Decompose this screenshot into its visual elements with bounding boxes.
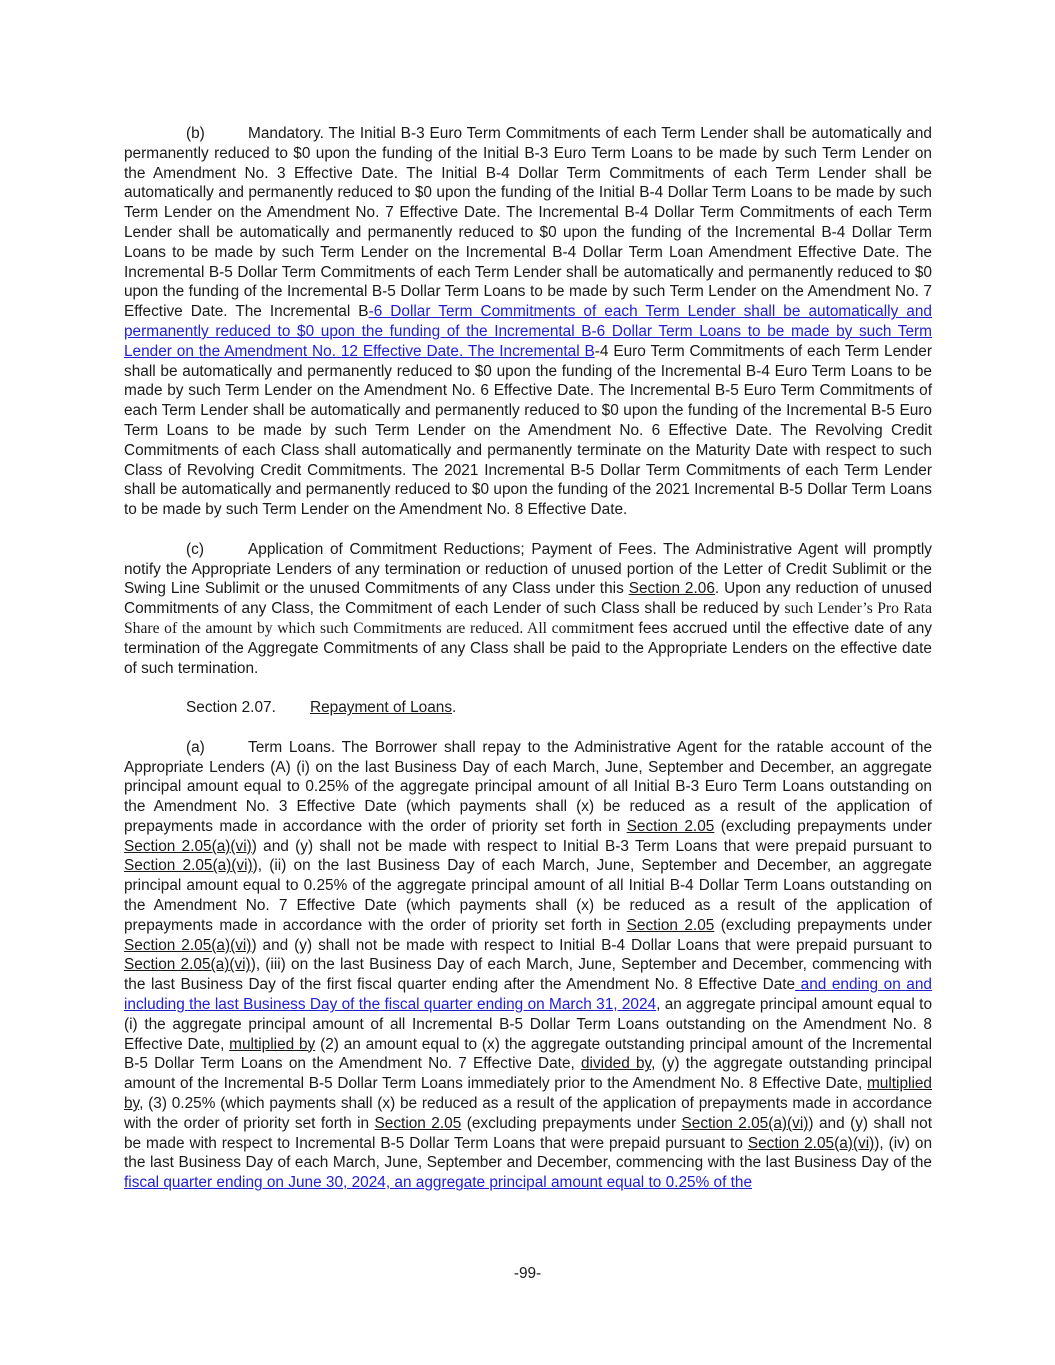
paragraph-b — [124, 124, 932, 520]
text-run: ), (ii) on the last Business Day of each March, June, September and December, an aggregate principal amount equal to 0.25% of the aggregate principal amount of all Initial B-4 Dollar Term Loans outstanding on the Amendment No. 7 Effective Date (which payments shall (x) be reduced as a result of the application of prepayments made in accordance with the order of priority set forth in — [124, 857, 932, 934]
section-reference: Section 2.05(a)(vi) — [124, 936, 252, 954]
text-run: -4 Euro Term Commitments of each Term Lender shall be automatically and permanently reduced to $0 upon the funding of the Incremental B-4 Euro Term Loans to be made by such Term Lender on the Amendment No. 6 Effective Date. The Incremental B-5 Euro Term Commitments of each Term Lender shall be automatically and permanently reduced to $0 upon the funding of the Incremental B-5 Euro Term Loans to be made by such Term Lender on the Amendment No. 6 Effective Date. The Revolving Credit Commitments of each Class shall automatically and permanently terminate on the Maturity Date with respect to such Class of Revolving Credit Commitments. The 2021 Incremental B-5 Dollar Term Commitments of each Term Lender shall be automatically and permanently reduced to $0 upon the funding of the 2021 Incremental B-5 Dollar Term Loans to be made by such Term Lender on the Amendment No. 8 Effective Date. — [124, 342, 932, 519]
text-run: ), (iii) on the last Business Day of each March, June, September and December, commencing with the last Business Day of the first fiscal quarter ending after the Amendment No. 8 Effective Date — [124, 956, 932, 994]
clause-title-mandatory: Mandatory. — [248, 125, 324, 142]
underlined-term: multiplied by — [229, 1035, 316, 1053]
text-run: (excluding prepayments under — [714, 817, 932, 835]
underlined-term: divided by — [581, 1055, 652, 1073]
text-run: , (3) 0.25% (which payments shall (x) be reduced as a result of the application of prepayments made in accordance with the order of priority set forth in — [124, 1095, 932, 1132]
text-run: . — [452, 699, 457, 717]
section-heading — [124, 698, 932, 718]
inserted-text: -6 Dollar Term Commitments of each Term Lender shall be automatically and permanently reduced to $0 upon the funding of the Incremental B-6 Dollar Term Loans to be made by such Term Lender on the Amendment No. 12 Effective Date. The Incremental B — [124, 303, 932, 360]
section-reference: Section 2.06 — [628, 580, 715, 598]
clause-label-a: (a) — [186, 738, 205, 756]
page-number: -99- — [513, 1265, 542, 1282]
text-run: The Borrower shall repay to the Administrative Agent for the ratable account of the Appropriate Lenders (A) (i) on the last Business Day of each March, June, September and December, an aggregate principal amount equal to 0.25% of the aggregate principal amount of all Initial B-3 Euro Term Loans outstanding on the Amendment No. 3 Effective Date (which payments shall (x) be reduced as a result of the application of prepayments made in accordance with the order of priority set forth in — [124, 738, 932, 835]
text-run: (excluding prepayments under — [714, 916, 932, 934]
text-run: ) and (y) shall not be made with respect to Initial B-3 Term Loans that were prepaid pursuant to — [251, 837, 932, 855]
document-page — [124, 124, 932, 1193]
clause-label-c: (c) — [186, 540, 204, 558]
section-reference: Section 2.05(a)(vi) — [681, 1114, 809, 1132]
text-run: such Lender’s Pro Rata Share of the amount by which such Commitments are reduced. All commit — [124, 600, 932, 637]
inserted-text: fiscal quarter ending on June 30, 2024, an aggregate principal amount equal to 0.25% of the — [124, 1174, 753, 1192]
section-reference: Section 2.05 — [626, 817, 715, 835]
section-reference: Section 2.05(a)(vi) — [124, 956, 251, 974]
text-run: , (y) the aggregate outstanding principal amount of the Incremental B-5 Dollar Term Loans immediately prior to the Amendment No. 8 Effective Date, — [124, 1055, 932, 1093]
section-reference: Section 2.05 — [626, 916, 715, 934]
section-reference: Section 2.05(a)(vi) — [747, 1134, 875, 1152]
text-run: ) and (y) shall not be made with respect to Incremental B-5 Dollar Term Loans that were prepaid pursuant to — [124, 1114, 932, 1152]
inserted-text: and ending on and including the last Business Day of the fiscal quarter ending on March 31, 2024 — [124, 976, 932, 1014]
text-run: ) and (y) shall not be made with respect to Initial B-4 Dollar Loans that were prepaid pursuant to — [251, 936, 932, 954]
clause-title-term-loans: Term Loans. — [248, 738, 336, 756]
text-run: , an aggregate principal amount equal to (i) the aggregate principal amount of all Incremental B-5 Dollar Term Loans outstanding on the Amendment No. 8 Effective Date, — [124, 996, 932, 1053]
section-reference: Section 2.05 — [374, 1114, 462, 1132]
section-reference: Section 2.05(a)(vi) — [124, 837, 252, 855]
section-number: Section 2.07. — [186, 699, 276, 717]
section-reference: Section 2.05(a)(vi) — [124, 857, 253, 875]
underlined-term: multiplied by — [124, 1075, 932, 1113]
paragraph-c — [124, 540, 932, 679]
text-run: (excluding prepayments under — [461, 1114, 682, 1132]
clause-title-application: Application of Commitment Reductions; Payment of Fees. — [248, 540, 657, 558]
text-run: ), (iv) on the last Business Day of each March, June, September and December, commencing with the last Business Day of the — [124, 1134, 933, 1172]
section-title: Repayment of Loans — [310, 699, 453, 717]
text-run: The Administrative Agent will promptly notify the Appropriate Lenders of any termination or reduction of unused portion of the Letter of Credit Sublimit or the Swing Line Sublimit or the unused Commitments of any Class under this — [124, 540, 932, 598]
text-run: (2) an amount equal to (x) the aggregate outstanding principal amount of the Incremental B-5 Dollar Term Loans on the Amendment No. 7 Effective Date, — [124, 1035, 932, 1073]
paragraph-a — [124, 738, 932, 1193]
text-run: . Upon any reduction of unused Commitments of any Class, the Commitment of each Lender of such Class shall be reduced by — [124, 580, 933, 618]
clause-label-b: (b) — [186, 125, 205, 142]
text-run: ment fees accrued until the effective date of any termination of the Aggregate Commitments of any Class shall be paid to the Appropriate Lenders on the effective date of such termination. — [124, 619, 932, 677]
text-run: The Initial B-3 Euro Term Commitments of each Term Lender shall be automatically and permanently reduced to $0 upon the funding of the Initial B-3 Euro Term Loans to be made by such Term Lender on the Amendment No. 3 Effective Date. The Initial B-4 Dollar Term Commitments of each Term Lender shall be automatically and permanently reduced to $0 upon the funding of the Initial B-4 Dollar Term Loans to be made by such Term Lender on the Amendment No. 7 Effective Date. The Incremental B-4 Dollar Term Commitments of each Term Lender shall be automatically and permanently reduced to $0 upon the funding of the Incremental B-4 Dollar Term Loans to be made by such Term Lender on the Incremental B-4 Dollar Term Loan Amendment Effective Date. The Incremental B-5 Dollar Term Commitments of each Term Lender shall be automatically and permanently reduced to $0 upon the funding of the Incremental B-5 Dollar Term Loans to be made by such Term Lender on the Amendment No. 7 Effective Date. The Incremental B — [124, 125, 932, 321]
